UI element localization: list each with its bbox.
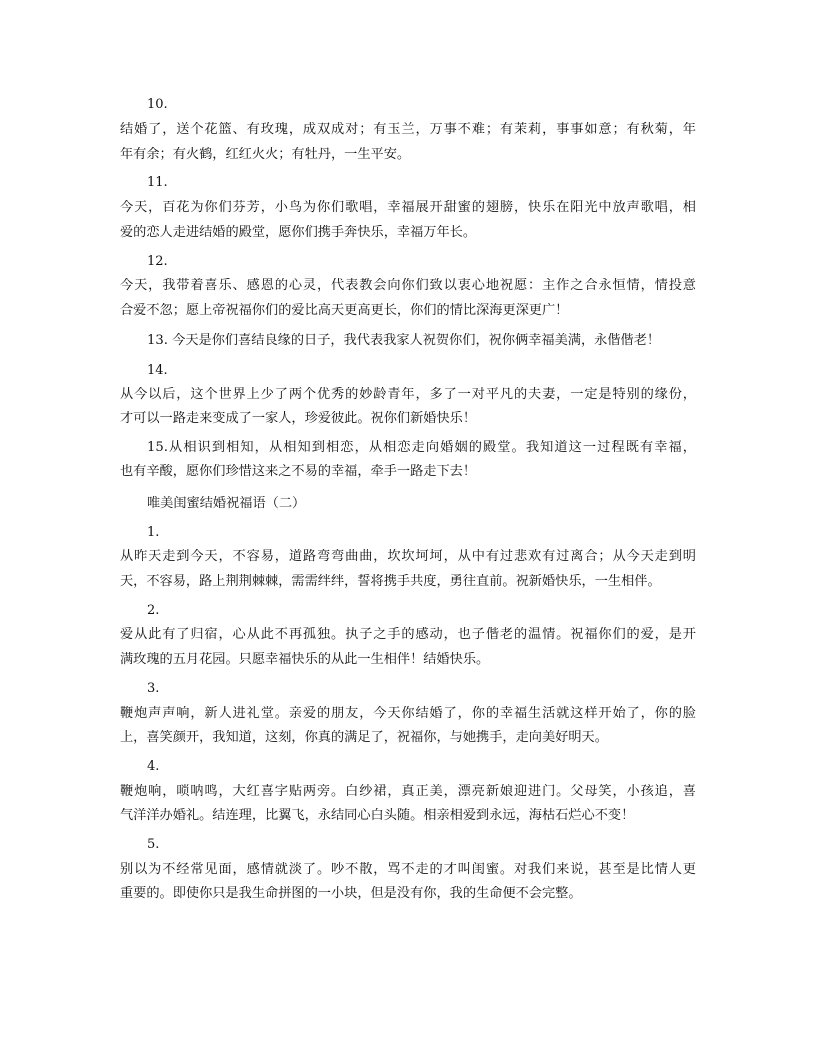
item-text-line: 天，不容易，路上荆荆棘棘，需需绊绊，誓将携手共度，勇往直前。祝新婚快乐，一生相伴。 xyxy=(120,574,661,589)
item-text-line: 结婚了，送个花篮、有玫瑰，成双成对；有玉兰，万事不难；有茉莉，事事如意；有秋菊，年 xyxy=(120,122,696,137)
item-text-line: 才可以一路走来变成了一家人，珍爱彼此。祝你们新婚快乐！ xyxy=(120,411,477,426)
item-text-line: 从今以后，这个世界上少了两个优秀的妙龄青年，多了一对平凡的夫妻，一定是特别的缘份， xyxy=(120,387,696,402)
item-number: 11. xyxy=(147,175,168,190)
section-title: 唯美闺蜜结婚祝福语（二） xyxy=(147,496,306,511)
item-number: 3. xyxy=(147,681,160,696)
item-text-line: 上，喜笑颜开，我知道，这刻，你真的满足了，祝福你，与她携手，走向美好明天。 xyxy=(120,730,608,745)
item-text-line: 15.从相识到相知，从相知到相恋，从相恋走向婚姻的殿堂。我知道这一过程既有幸福， xyxy=(147,440,696,455)
item-text-line: 合爱不忽；愿上帝祝福你们的爱比高天更高更长，你们的情比深海更深更广！ xyxy=(120,303,569,318)
item-number: 12. xyxy=(147,254,168,269)
item-text-line: 重要的。即使你只是我生命拼图的一小块，但是没有你，我的生命便不会完整。 xyxy=(120,886,582,901)
item-text-line: 也有辛酸，愿你们珍惜这来之不易的幸福，牵手一路走下去！ xyxy=(120,464,477,479)
item-text-line: 年有余；有火鹤，红红火火；有牡丹，一生平安。 xyxy=(120,147,411,162)
item-number: 4. xyxy=(147,759,160,774)
item-number: 1. xyxy=(147,525,160,540)
item-text-line: 爱的恋人走进结婚的殿堂，愿你们携手奔快乐，幸福万年长。 xyxy=(120,225,477,240)
item-text-line: 鞭炮响，唢呐鸣，大红喜字贴两旁。白纱裙，真正美，漂亮新娘迎进门。父母笑，小孩追，喜 xyxy=(120,784,696,799)
item-text-line: 鞭炮声声响，新人进礼堂。亲爱的朋友，今天你结婚了，你的幸福生活就这样开始了，你的脸 xyxy=(120,706,696,721)
item-number: 2. xyxy=(147,603,160,618)
item-text-line: 13. 今天是你们喜结良缘的日子，我代表我家人祝贺你们，祝你俩幸福美满，永偕偕老！ xyxy=(147,333,661,348)
item-text-line: 别以为不经常见面，感情就淡了。吵不散，骂不走的才叫闺蜜。对我们来说，甚至是比情人更 xyxy=(120,862,696,877)
item-text-line: 满玫瑰的五月花园。只愿幸福快乐的从此一生相伴！结婚快乐。 xyxy=(120,652,490,667)
item-text-line: 今天，百花为你们芬芳，小鸟为你们歌唱，幸福展开甜蜜的翅膀，快乐在阳光中放声歌唱，相 xyxy=(120,200,696,215)
item-text-line: 爱从此有了归宿，心从此不再孤独。执子之手的感动，也子偕老的温情。祝福你们的爱，是开 xyxy=(120,627,696,642)
item-text-line: 今天，我带着喜乐、感恩的心灵，代表教会向你们致以衷心地祝愿：主作之合永恒情，情投意 xyxy=(120,278,696,293)
item-number: 5. xyxy=(147,837,160,852)
item-text-line: 从昨天走到今天，不容易，道路弯弯曲曲，坎坎坷坷，从中有过悲欢有过离合；从今天走到明 xyxy=(120,549,696,564)
item-text-line: 气洋洋办婚礼。结连理，比翼飞，永结同心白头随。相亲相爱到永远，海枯石烂心不变！ xyxy=(120,808,635,823)
item-number: 14. xyxy=(147,363,168,378)
item-number: 10. xyxy=(147,97,168,112)
